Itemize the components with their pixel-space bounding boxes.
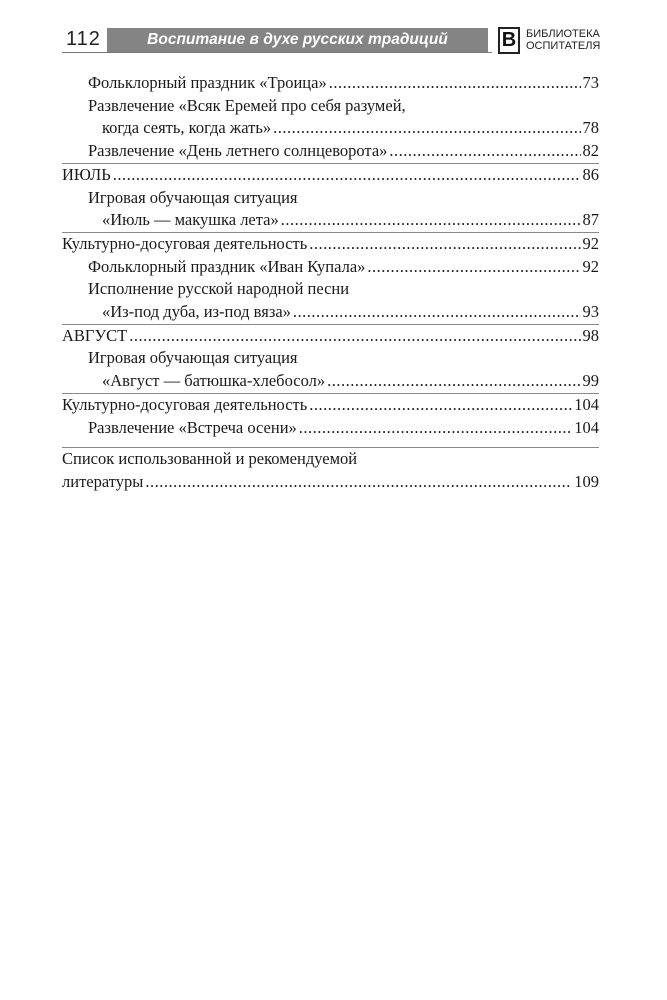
toc-entry-row	[88, 417, 599, 440]
toc-entry-title-line: Список использованной и рекомендуемой	[62, 449, 358, 469]
toc-entry-title-line: Игровая обучающая ситуация	[88, 187, 298, 207]
toc-entry	[62, 347, 599, 392]
toc-leader-dots	[113, 164, 581, 187]
toc-entry-title: литературы	[62, 471, 144, 491]
toc-entry-row	[88, 72, 599, 95]
toc-page-number: 73	[582, 73, 599, 92]
series-name-line2: ОСПИТАТЕЛЯ	[526, 40, 601, 52]
toc-page-number: 104	[574, 394, 599, 414]
toc-entry-title: Фольклорный праздник «Троица»	[88, 73, 327, 92]
toc-entry	[62, 324, 599, 348]
toc-entry-title: когда сеять, когда жать»	[102, 118, 272, 138]
header-rule	[62, 52, 492, 53]
series-name-line1: БИБЛИОТЕКА	[526, 28, 600, 40]
toc-entry	[62, 417, 599, 440]
toc-page-number: 82	[582, 141, 599, 161]
toc-entry	[62, 163, 599, 187]
toc-entry	[62, 278, 599, 323]
toc-entry-row	[88, 209, 599, 232]
toc-entry-row	[88, 117, 599, 140]
book-title: Воспитание в духе русских традиций	[147, 31, 448, 48]
toc-entry	[62, 232, 599, 256]
toc-leader-dots	[129, 325, 580, 348]
toc-leader-dots	[281, 209, 581, 232]
toc-entry-row	[88, 370, 599, 393]
series-logo-icon: В	[498, 27, 520, 54]
toc-leader-dots	[293, 301, 581, 324]
toc-entry-title: Развлечение «Встреча осени»	[88, 417, 297, 437]
series-name	[526, 28, 600, 52]
toc-entry-row	[88, 140, 599, 163]
toc-leader-dots	[273, 117, 580, 140]
toc-entry-title: Культурно-досуговая деятельность	[62, 233, 308, 253]
toc-page-number: 78	[582, 118, 599, 138]
toc-entry	[62, 72, 599, 95]
toc-entry-title: Фольклорный праздник «Иван Купала»	[88, 256, 366, 276]
toc-page-number: 92	[582, 256, 599, 276]
toc-leader-dots	[329, 72, 581, 95]
toc-leader-dots	[299, 417, 572, 440]
toc-entry-title-line: Игровая обучающая ситуация	[88, 348, 298, 368]
page-number: 112	[66, 28, 101, 50]
toc-entry	[62, 447, 599, 493]
running-header	[62, 25, 604, 57]
toc-entry-row	[62, 325, 599, 348]
toc-entry-row	[62, 233, 599, 256]
toc-page-number: 104	[574, 417, 599, 437]
toc-entry-title: АВГУСТ	[62, 325, 128, 345]
toc-entry-title: ИЮЛЬ	[62, 164, 111, 184]
toc-leader-dots	[389, 140, 580, 163]
toc-entry-row	[88, 256, 599, 279]
toc-page-number: 109	[574, 471, 599, 491]
toc-entry-title-line: Исполнение русской народной песни	[88, 279, 350, 299]
toc-leader-dots	[367, 256, 580, 279]
toc-leader-dots	[309, 233, 580, 256]
toc-page-number: 93	[582, 302, 599, 322]
toc-page-number: 87	[582, 210, 599, 230]
toc-entry-title: Развлечение «День летнего солнцеворота»	[88, 141, 388, 161]
toc-entry	[62, 256, 599, 279]
toc-entry-title-line: Развлечение «Всяк Еремей про себя разумей,	[88, 95, 406, 115]
table-of-contents	[62, 72, 599, 494]
toc-entry-row	[62, 471, 599, 494]
toc-entry-title: Культурно-досуговая деятельность	[62, 394, 308, 414]
toc-entry-row	[62, 164, 599, 187]
toc-entry-title: «Из-под дуба, из-под вяза»	[102, 302, 291, 322]
toc-page-number: 98	[582, 325, 599, 345]
toc-entry	[62, 187, 599, 232]
toc-leader-dots	[145, 471, 572, 494]
toc-entry-row	[62, 394, 599, 417]
toc-entry	[62, 140, 599, 163]
toc-entry-title: «Август — батюшка-хлебосол»	[102, 371, 326, 391]
toc-entry-row	[88, 301, 599, 324]
toc-page-number: 86	[582, 164, 599, 184]
toc-entry	[62, 393, 599, 417]
header-title-bar	[107, 28, 488, 52]
toc-leader-dots	[309, 394, 572, 417]
toc-leader-dots	[327, 370, 580, 393]
toc-page-number: 99	[582, 371, 599, 391]
toc-page-number: 92	[582, 233, 599, 253]
toc-entry-title: «Июль — макушка лета»	[102, 210, 279, 230]
toc-entry	[62, 95, 599, 140]
